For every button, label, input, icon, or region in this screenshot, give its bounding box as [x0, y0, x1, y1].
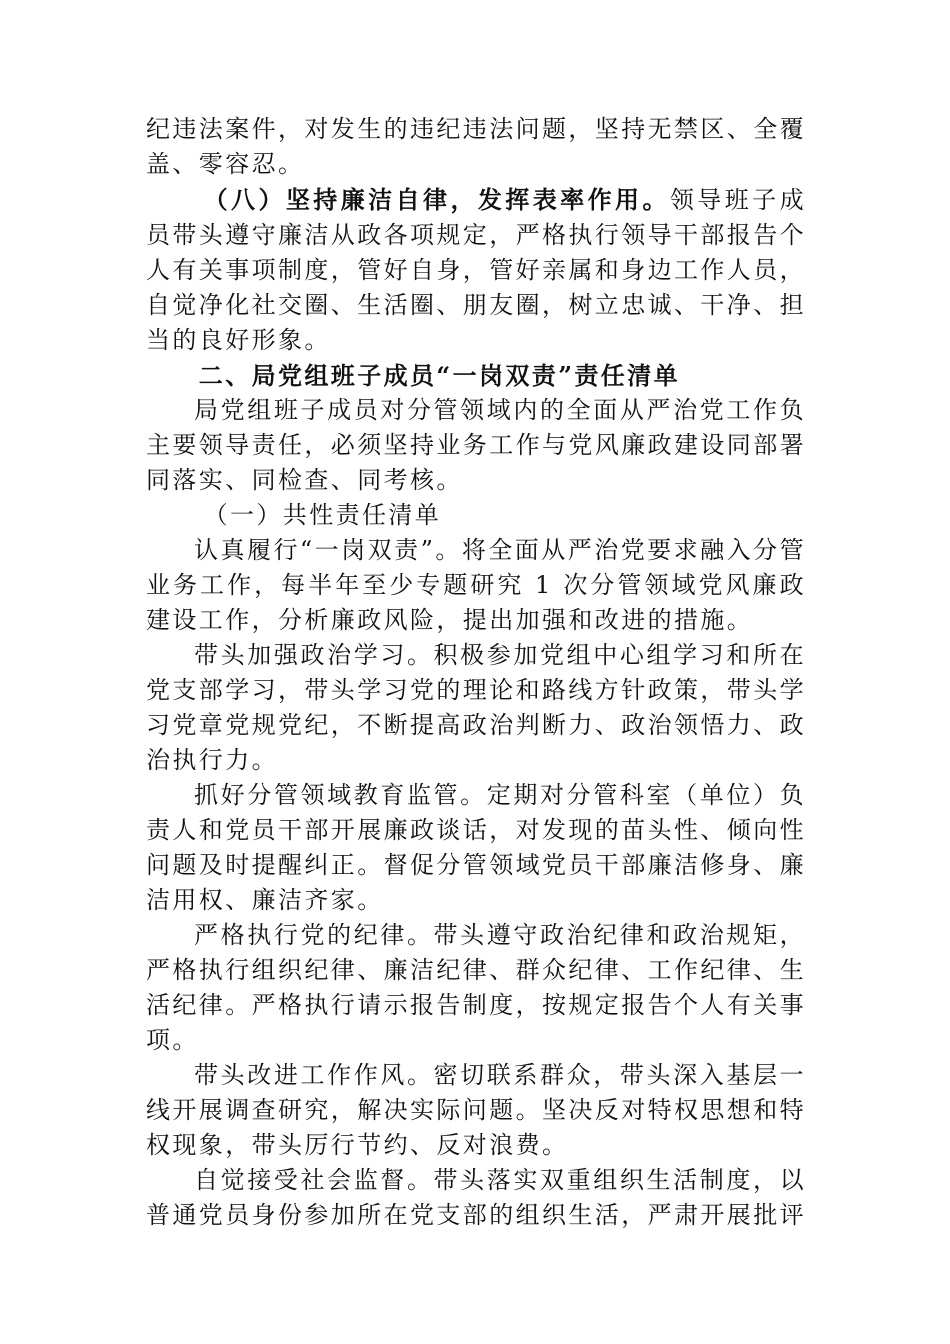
section-heading-responsibility-list: 二、局党组班子成员“一岗双责”责任清单	[198, 361, 681, 390]
paragraph-continuation: 纪违法案件，对发生的违纪违法问题，坚持无禁区、全覆盖、零容忍。	[146, 115, 806, 178]
paragraph-self-discipline	[146, 182, 806, 358]
paragraph-responsibility-intro: 局党组班子成员对分管领域内的全面从严治党工作负主要领导责任，必须坚持业务工作与党风廉政建设同部署同落实、同检查、同考核。	[146, 396, 806, 494]
paragraph-social-supervision: 自觉接受社会监督。带头落实双重组织生活制度，以普通党员身份参加所在党支部的组织生活，严肃开展批评	[146, 1166, 806, 1229]
paragraph-work-style: 带头改进工作作风。密切联系群众，带头深入基层一线开展调查研究，解决实际问题。坚决反对特权思想和特权现象，带头厉行节约、反对浪费。	[146, 1061, 806, 1159]
subsection-heading-common-list: （一）共性责任清单	[203, 501, 442, 529]
paragraph-one-post-two-duties: 认真履行“一岗双责”。将全面从严治党要求融入分管业务工作，每半年至少专题研究 1 次分管领域党风廉政建设工作，分析廉政风险，提出加强和改进的措施。	[146, 536, 806, 634]
paragraph-education-supervision: 抓好分管领域教育监管。定期对分管科室（单位）负责人和党员干部开展廉政谈话，对发现的苗头性、倾向性问题及时提醒纠正。督促分管领域党员干部廉洁修身、廉洁用权、廉洁齐家。	[146, 781, 806, 914]
document-page	[146, 112, 806, 1233]
paragraph-self-discipline-title: （八）坚持廉洁自律，发挥表率作用。	[203, 185, 670, 214]
paragraph-self-discipline-body: 领导班子成员带头遵守廉洁从政各项规定，严格执行领导干部报告个人有关事项制度，管好自身，管好亲属和身边工作人员，自觉净化社交圈、生活圈、朋友圈，树立忠诚、干净、担当的良好形象。	[146, 186, 806, 354]
paragraph-political-study: 带头加强政治学习。积极参加党组中心组学习和所在党支部学习，带头学习党的理论和路线方针政策，带头学习党章党规党纪，不断提高政治判断力、政治领悟力、政治执行力。	[146, 641, 806, 774]
paragraph-party-discipline: 严格执行党的纪律。带头遵守政治纪律和政治规矩，严格执行组织纪律、廉洁纪律、群众纪律、工作纪律、生活纪律。严格执行请示报告制度，按规定报告个人有关事项。	[146, 921, 806, 1054]
